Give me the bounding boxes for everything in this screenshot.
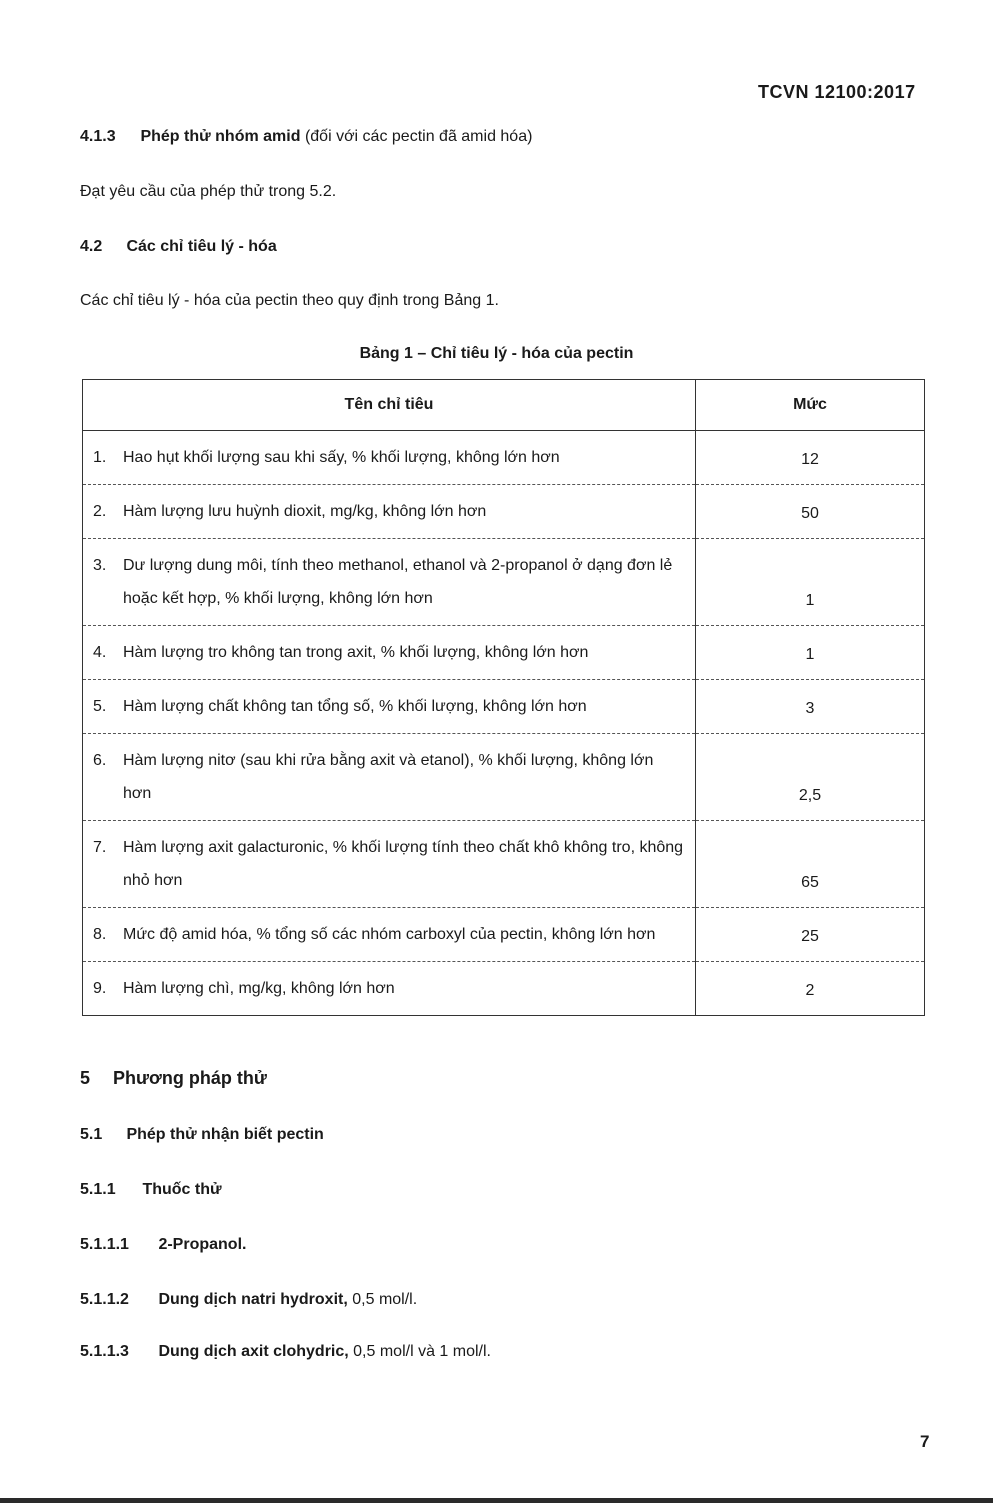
- table-row: [83, 539, 925, 626]
- section-number: 4.2: [80, 238, 103, 255]
- row-label: Hàm lượng nitơ (sau khi rửa bằng axit và etanol), % khối lượng, không lớn hơn: [123, 752, 654, 802]
- section-5-1-1-1: [80, 1236, 246, 1254]
- section-number: 5: [80, 1068, 91, 1088]
- row-index: 3.: [93, 557, 107, 574]
- table-row: [83, 908, 925, 962]
- table-row: [83, 962, 925, 1016]
- row-index: 8.: [93, 926, 107, 943]
- scan-edge: [0, 1498, 993, 1503]
- section-number: 5.1.1.2: [80, 1291, 129, 1308]
- section-5-1-1-2: [80, 1291, 417, 1309]
- standard-code: TCVN 12100:2017: [758, 82, 916, 102]
- row-value: 25: [696, 908, 925, 962]
- header-name: Tên chỉ tiêu: [83, 380, 696, 431]
- table-row: [83, 626, 925, 680]
- row-label: Hàm lượng chất không tan tổng số, % khối lượng, không lớn hơn: [123, 698, 587, 715]
- section-4-2-heading: [80, 238, 277, 256]
- row-value: 3: [696, 680, 925, 734]
- row-value: 65: [696, 821, 925, 908]
- section-number: 4.1.3: [80, 128, 116, 145]
- section-5-1-heading: [80, 1126, 324, 1144]
- row-label: Hao hụt khối lượng sau khi sấy, % khối lượng, không lớn hơn: [123, 449, 560, 466]
- page-number: 7: [920, 1432, 930, 1451]
- row-name: [83, 539, 696, 626]
- section-4-1-3-text: Đạt yêu cầu của phép thử trong 5.2.: [80, 183, 337, 200]
- table-row: [83, 680, 925, 734]
- section-number: 5.1.1.1: [80, 1236, 129, 1253]
- row-label: Mức độ amid hóa, % tổng số các nhóm carboxyl của pectin, không lớn hơn: [123, 926, 656, 943]
- row-index: 5.: [93, 698, 107, 715]
- row-name: [83, 908, 696, 962]
- row-index: 1.: [93, 449, 107, 466]
- section-5-1-1-3: [80, 1343, 491, 1361]
- row-index: 9.: [93, 980, 107, 997]
- section-number: 5.1.1: [80, 1181, 116, 1198]
- row-value: 1: [696, 539, 925, 626]
- row-name: [83, 680, 696, 734]
- header-value: Mức: [696, 380, 925, 431]
- section-title: 2-Propanol.: [158, 1236, 247, 1253]
- row-value: 2: [696, 962, 925, 1016]
- row-label: Hàm lượng axit galacturonic, % khối lượng tính theo chất khô không tro, không nhỏ hơn: [123, 839, 684, 889]
- section-number: 5.1: [80, 1126, 103, 1143]
- section-title: Phương pháp thử: [113, 1068, 267, 1088]
- row-index: 6.: [93, 752, 107, 769]
- section-4-1-3-heading: [80, 128, 532, 146]
- section-5-1-1-heading: [80, 1181, 222, 1199]
- row-index: 4.: [93, 644, 107, 661]
- section-title: Các chỉ tiêu lý - hóa: [126, 238, 277, 255]
- row-name: [83, 821, 696, 908]
- row-label: Hàm lượng tro không tan trong axit, % khối lượng, không lớn hơn: [123, 644, 589, 661]
- row-value: 50: [696, 485, 925, 539]
- section-title: Phép thử nhận biết pectin: [126, 1126, 324, 1143]
- table-caption: Bảng 1 – Chỉ tiêu lý - hóa của pectin: [359, 345, 634, 362]
- row-name: [83, 431, 696, 485]
- table-row: [83, 734, 925, 821]
- table-row: [83, 431, 925, 485]
- row-label: Hàm lượng chì, mg/kg, không lớn hơn: [123, 980, 395, 997]
- section-title: Dung dịch axit clohydric,: [158, 1343, 349, 1360]
- section-title: Thuốc thử: [142, 1181, 222, 1198]
- row-index: 2.: [93, 503, 107, 520]
- row-value: 1: [696, 626, 925, 680]
- table-header-row: [83, 380, 925, 431]
- section-5-heading: [80, 1068, 267, 1089]
- row-name: [83, 626, 696, 680]
- row-value: 2,5: [696, 734, 925, 821]
- row-name: [83, 962, 696, 1016]
- section-title: Phép thử nhóm amid: [140, 128, 301, 145]
- row-label: Dư lượng dung môi, tính theo methanol, ethanol và 2-propanol ở dạng đơn lẻ hoặc kết hợp, % khối lượng, không lớn hơn: [123, 557, 673, 607]
- row-value: 12: [696, 431, 925, 485]
- row-label: Hàm lượng lưu huỳnh dioxit, mg/kg, không lớn hơn: [123, 503, 487, 520]
- table-row: [83, 821, 925, 908]
- section-number: 5.1.1.3: [80, 1343, 129, 1360]
- row-index: 7.: [93, 839, 107, 856]
- section-title: Dung dịch natri hydroxit,: [158, 1291, 348, 1308]
- row-name: [83, 734, 696, 821]
- section-4-2-text: Các chỉ tiêu lý - hóa của pectin theo quy định trong Bảng 1.: [80, 292, 499, 309]
- section-rest: 0,5 mol/l và 1 mol/l.: [353, 1343, 491, 1360]
- table-row: [83, 485, 925, 539]
- section-note: (đối với các pectin đã amid hóa): [304, 128, 533, 145]
- spec-table: [82, 379, 925, 1016]
- row-name: [83, 485, 696, 539]
- section-rest: 0,5 mol/l.: [352, 1291, 418, 1308]
